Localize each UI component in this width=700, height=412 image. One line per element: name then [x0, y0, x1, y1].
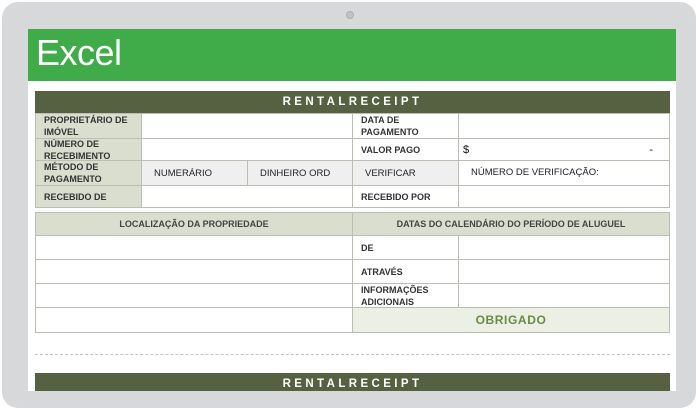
owner-input[interactable]	[141, 113, 353, 139]
thanks-banner: OBRIGADO	[352, 307, 670, 333]
payment-option-money-order[interactable]: DINHEIRO ORD	[247, 160, 353, 186]
check-number-field[interactable]: NÚMERO DE VERIFICAÇÃO:	[458, 160, 670, 186]
label-received-from: RECEBIDO DE	[35, 185, 142, 208]
section-property-location: LOCALIZAÇÃO DA PROPRIEDADE	[35, 212, 353, 236]
through-date-input[interactable]	[458, 259, 670, 284]
payment-option-check[interactable]: VERIFICAR	[352, 160, 459, 186]
rental-receipt-form	[28, 29, 676, 391]
receipt-number-input[interactable]	[141, 138, 353, 161]
currency-symbol: $	[463, 143, 470, 156]
payment-date-input[interactable]	[458, 113, 670, 139]
screen	[28, 29, 676, 391]
label-owner: PROPRIETÁRIO DE IMÓVEL	[35, 113, 142, 139]
amount-paid-input[interactable]	[458, 138, 670, 161]
label-additional-info: INFORMAÇÕES ADICIONAIS	[352, 283, 459, 308]
label-received-by: RECEBIDO POR	[352, 185, 459, 208]
section-rental-period: DATAS DO CALENDÁRIO DO PERÍODO DE ALUGUEL	[352, 212, 670, 236]
label-amount-paid: VALOR PAGO	[352, 138, 459, 161]
receipt-title: RENTALRECEIPT	[35, 91, 670, 113]
camera-dot	[346, 11, 354, 19]
label-payment-date: DATA DE PAGAMENTO	[352, 113, 459, 139]
label-from: DE	[352, 235, 459, 260]
received-by-input[interactable]	[458, 185, 670, 208]
cut-line-divider	[35, 354, 670, 355]
additional-info-input[interactable]	[458, 283, 670, 308]
receipt-copy-title: RENTALRECEIPT	[35, 373, 670, 391]
tablet-frame	[2, 2, 696, 408]
amount-value: -	[649, 143, 653, 156]
label-receipt-number: NÚMERO DE RECEBIMENTO	[35, 138, 142, 161]
received-from-input[interactable]	[141, 185, 353, 208]
app-title: Excel	[36, 32, 122, 73]
label-through: ATRAVÉS	[352, 259, 459, 284]
payment-option-cash[interactable]: NUMERÁRIO	[141, 160, 248, 186]
location-line-3[interactable]	[35, 283, 353, 308]
label-payment-method: MÉTODO DE PAGAMENTO	[35, 160, 142, 186]
location-line-2[interactable]	[35, 259, 353, 284]
location-line-1[interactable]	[35, 235, 353, 260]
location-line-4[interactable]	[35, 307, 353, 333]
from-date-input[interactable]	[458, 235, 670, 260]
